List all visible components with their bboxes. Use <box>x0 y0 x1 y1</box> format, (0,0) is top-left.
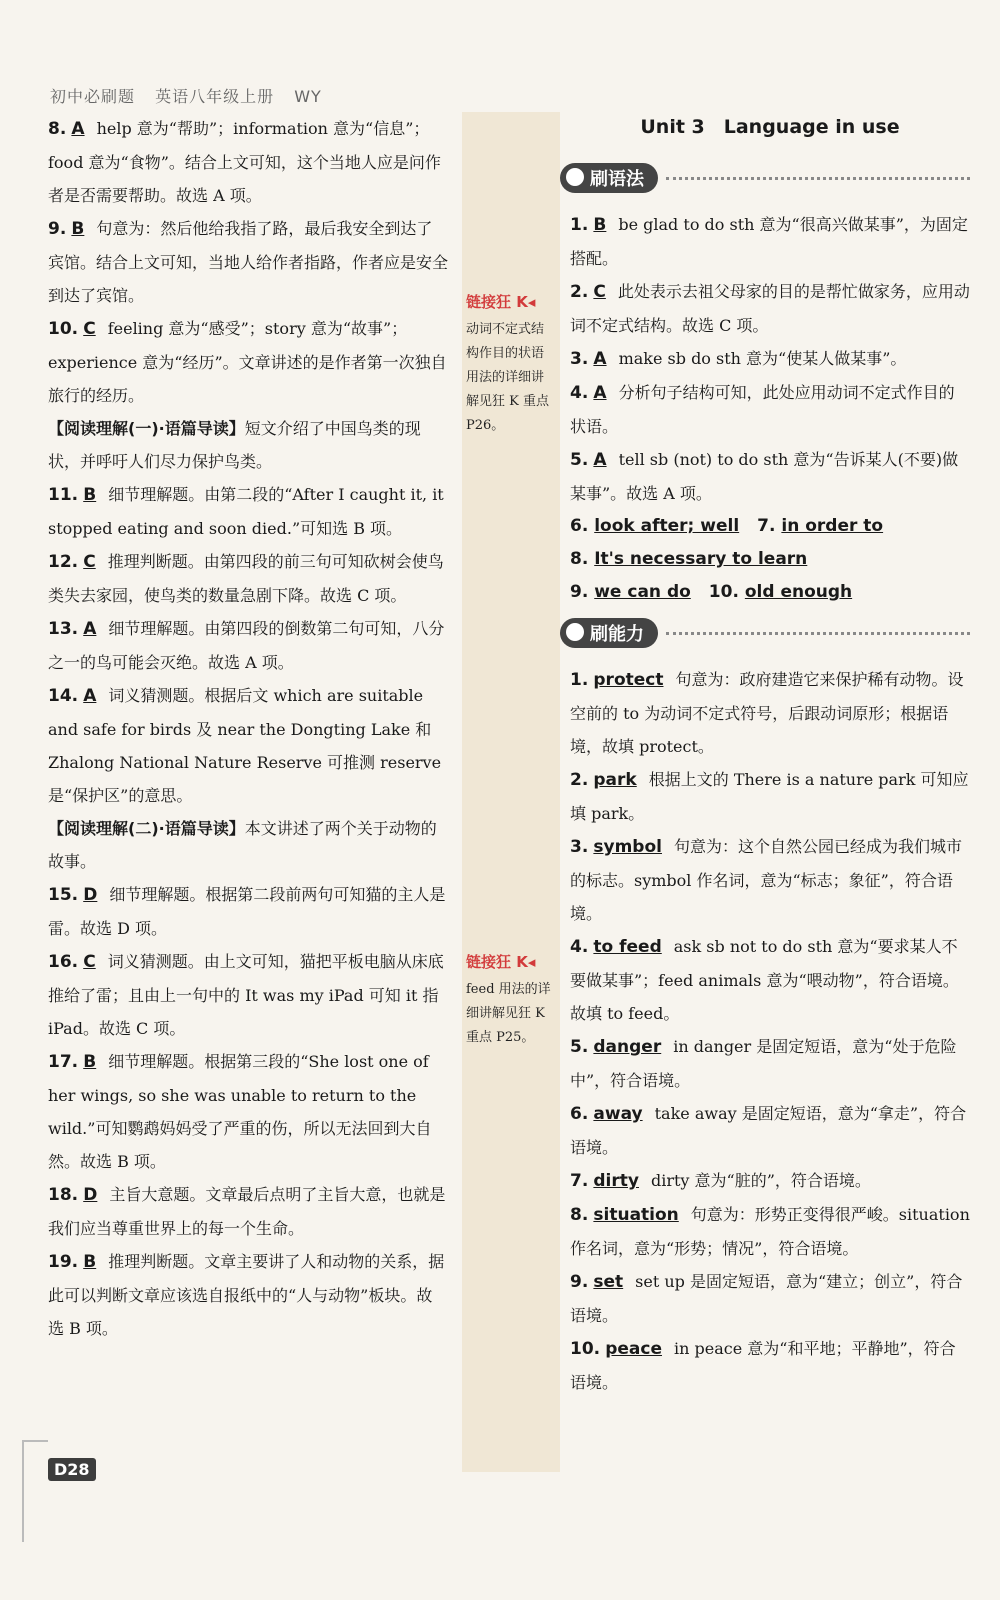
item-answer: set <box>593 1272 624 1292</box>
item-number: 9. <box>570 1272 589 1292</box>
item-number: 11. <box>48 485 79 505</box>
item-explanation: 句意为：然后他给我指了路，最后我安全到达了宾馆。结合上文可知，当地人给作者指路，作者应是安全到达了宾馆。 <box>48 219 449 305</box>
item-explanation: 分析句子结构可知，此处应用动词不定式作目的状语。 <box>570 383 955 436</box>
answer-item <box>570 1164 970 1198</box>
answer-item <box>48 679 448 812</box>
note-link-label: 链接狂 K◂ <box>466 293 536 311</box>
page-number: D28 <box>48 1458 96 1481</box>
answer-item <box>570 1198 970 1265</box>
item-number: 4. <box>570 937 589 957</box>
item-explanation: set up 是固定短语，意为“建立；创立”，符合语境。 <box>570 1272 963 1325</box>
answer-item <box>48 545 448 612</box>
item-explanation: tell sb (not) to do sth 意为“告诉某人(不要)做某事”。故选 A 项。 <box>570 450 959 503</box>
item-number: 10. <box>570 1339 601 1359</box>
item-number: 15. <box>48 885 79 905</box>
answer-item <box>570 1097 970 1164</box>
tag-label: 刷能力 <box>590 624 644 645</box>
answer-item <box>570 443 970 510</box>
item-answer: A <box>593 349 607 369</box>
item-answer: It's necessary to learn <box>594 549 808 569</box>
item-number: 5. <box>570 1037 589 1057</box>
item-answer: in order to <box>781 516 884 536</box>
item-explanation: 根据上文的 There is a nature park 可知应填 park。 <box>570 770 969 823</box>
unit-title: Unit 3 Language in use <box>640 116 900 138</box>
item-number: 9. <box>570 582 589 602</box>
fill-answer-line <box>570 543 970 576</box>
item-explanation: take away 是固定短语，意为“拿走”，符合语境。 <box>570 1104 967 1157</box>
item-explanation: in peace 意为“和平地；平静地”，符合语境。 <box>570 1339 956 1392</box>
item-number: 18. <box>48 1185 79 1205</box>
item-explanation: 词义猜测题。由上文可知，猫把平板电脑从床底推给了雷；且由上一句中的 It was my iPad 可知 it 指 iPad。故选 C 项。 <box>48 952 444 1038</box>
fill-answer-line <box>570 510 970 543</box>
answer-item <box>48 312 448 412</box>
item-answer: park <box>593 770 637 790</box>
answer-item <box>48 1178 448 1245</box>
item-answer: B <box>71 219 85 239</box>
item-answer: peace <box>605 1339 662 1359</box>
item-answer: B <box>83 1052 97 1072</box>
item-number: 4. <box>570 383 589 403</box>
dotted-divider <box>666 177 970 180</box>
item-answer: we can do <box>594 582 691 602</box>
item-number: 3. <box>570 349 589 369</box>
item-answer: away <box>593 1104 643 1124</box>
item-explanation: 词义猜测题。根据后文 which are suitable and safe for birds 及 near the Dongting Lake 和 Zhalong National Nature Reserve 可推测 reserve 是“保护区”的意思。 <box>48 686 442 805</box>
book-title: 初中必刷题 <box>50 87 136 106</box>
item-answer: A <box>71 119 85 139</box>
answer-item <box>570 1265 970 1332</box>
item-number: 12. <box>48 552 79 572</box>
item-answer: D <box>83 1185 98 1205</box>
item-number: 9. <box>48 219 67 239</box>
item-answer: to feed <box>593 937 662 957</box>
item-number: 8. <box>48 119 67 139</box>
section-text: 本文讲述了两个关于动物的故事。 <box>48 819 437 871</box>
pencil-icon <box>566 168 584 186</box>
item-answer: A <box>83 686 97 706</box>
item-number: 19. <box>48 1252 79 1272</box>
note-text: 动词不定式结构作目的状语用法的详细讲解见狂 K 重点 P26。 <box>466 322 549 433</box>
item-explanation: 句意为：这个自然公园已经成为我们城市的标志。symbol 作名词，意为“标志；象征”，符合语境。 <box>570 837 962 923</box>
side-note-1 <box>466 290 556 438</box>
answer-item <box>570 376 970 443</box>
item-explanation: 推理判断题。文章主要讲了人和动物的关系，据此可以判断文章应该选自报纸中的“人与动物”板块。故选 B 项。 <box>48 1252 445 1338</box>
side-note-2 <box>466 950 556 1050</box>
item-number: 2. <box>570 282 589 302</box>
edition-label: WY <box>294 87 322 106</box>
answer-item <box>48 1045 448 1178</box>
item-explanation: help 意为“帮助”；information 意为“信息”；food 意为“食物”。结合上文可知，这个当地人应是问作者是否需要帮助。故选 A 项。 <box>48 119 441 205</box>
item-number: 3. <box>570 837 589 857</box>
item-number: 14. <box>48 686 79 706</box>
item-explanation: dirty 意为“脏的”，符合语境。 <box>650 1171 871 1190</box>
item-explanation: 主旨大意题。文章最后点明了主旨大意，也就是我们应当尊重世界上的每一个生命。 <box>48 1185 446 1238</box>
answer-item <box>570 663 970 763</box>
item-answer: B <box>593 215 607 235</box>
page-header <box>50 84 336 107</box>
note-text: feed 用法的详细讲解见狂 K 重点 P25。 <box>466 982 551 1045</box>
item-answer: situation <box>593 1205 679 1225</box>
answer-item <box>570 342 970 376</box>
section-text: 短文介绍了中国鸟类的现状，并呼吁人们尽力保护鸟类。 <box>48 419 421 471</box>
left-column <box>48 112 448 1345</box>
answer-item <box>570 208 970 275</box>
item-answer: danger <box>593 1037 662 1057</box>
item-answer: look after; well <box>594 516 740 536</box>
item-answer: dirty <box>593 1171 639 1191</box>
item-answer: A <box>593 383 607 403</box>
answer-item <box>48 478 448 545</box>
tag-label: 刷语法 <box>590 169 644 190</box>
ability-tag <box>560 615 970 651</box>
item-number: 8. <box>570 1205 589 1225</box>
item-answer: C <box>83 552 96 572</box>
answer-item <box>570 830 970 930</box>
item-number: 2. <box>570 770 589 790</box>
item-explanation: 细节理解题。根据第三段的“She lost one of her wings, so she was unable to return to the wild.”可知鹦鹉妈妈受了严重的伤，所以无法回到大自然。故选 B 项。 <box>48 1052 432 1171</box>
answer-item <box>570 1332 970 1399</box>
item-number: 6. <box>570 1104 589 1124</box>
item-answer: A <box>593 450 607 470</box>
item-answer: old enough <box>744 582 853 602</box>
item-answer: protect <box>593 670 664 690</box>
item-explanation: ask sb not to do sth 意为“要求某人不要做某事”；feed animals 意为“喂动物”，符合语境。故填 to feed。 <box>570 937 959 1023</box>
item-number: 13. <box>48 619 79 639</box>
answer-item <box>570 763 970 830</box>
item-number: 1. <box>570 670 589 690</box>
reading-section-2 <box>48 812 448 878</box>
section-label: 【阅读理解(一)·语篇导读】 <box>48 419 245 438</box>
answer-item <box>570 275 970 342</box>
reading-section-1 <box>48 412 448 478</box>
item-explanation: 句意为：政府建造它来保护稀有动物。设空前的 to 为动词不定式符号，后跟动词原形；根据语境，故填 protect。 <box>570 670 964 756</box>
item-answer: D <box>83 885 98 905</box>
item-explanation: 细节理解题。由第四段的倒数第二句可知，八分之一的鸟可能会灭绝。故选 A 项。 <box>48 619 445 672</box>
item-number: 8. <box>570 549 589 569</box>
answer-item <box>570 1030 970 1097</box>
answer-item <box>570 930 970 1030</box>
section-label: 【阅读理解(二)·语篇导读】 <box>48 819 245 838</box>
item-number: 10. <box>48 319 79 339</box>
item-number: 7. <box>570 1171 589 1191</box>
item-number: 5. <box>570 450 589 470</box>
item-answer: B <box>83 1252 97 1272</box>
page-corner-line <box>22 1440 48 1542</box>
answer-item <box>48 612 448 679</box>
answer-item <box>48 878 448 945</box>
dotted-divider <box>666 632 970 635</box>
answer-item <box>48 1245 448 1345</box>
item-answer: B <box>83 485 97 505</box>
item-answer: C <box>83 319 96 339</box>
item-answer: A <box>83 619 97 639</box>
item-explanation: 句意为：形势正变得很严峻。situation 作名词，意为“形势；情况”，符合语境。 <box>570 1205 970 1258</box>
item-number: 7. <box>757 516 776 536</box>
item-number: 1. <box>570 215 589 235</box>
fill-answer-line <box>570 576 970 609</box>
item-explanation: 细节理解题。根据第二段前两句可知猫的主人是雷。故选 D 项。 <box>48 885 446 938</box>
item-explanation: feeling 意为“感受”；story 意为“故事”；experience 意为“经历”。文章讲述的是作者第一次独自旅行的经历。 <box>48 319 447 405</box>
right-column <box>570 112 970 1399</box>
grammar-tag <box>560 160 970 196</box>
answer-item <box>48 945 448 1045</box>
item-explanation: be glad to do sth 意为“很高兴做某事”，为固定搭配。 <box>570 215 968 268</box>
item-number: 17. <box>48 1052 79 1072</box>
item-answer: C <box>593 282 606 302</box>
answer-item <box>48 112 448 212</box>
item-explanation: 此处表示去祖父母家的目的是帮忙做家务，应用动词不定式结构。故选 C 项。 <box>570 282 970 335</box>
item-explanation: 推理判断题。由第四段的前三句可知砍树会使鸟类失去家园，使鸟类的数量急剧下降。故选 C 项。 <box>48 552 444 605</box>
note-link-label: 链接狂 K◂ <box>466 953 536 971</box>
item-number: 10. <box>708 582 739 602</box>
subject-title: 英语八年级上册 <box>155 87 275 106</box>
item-explanation: make sb do sth 意为“使某人做某事”。 <box>618 349 907 368</box>
item-explanation: in danger 是固定短语，意为“处于危险中”，符合语境。 <box>570 1037 957 1090</box>
item-answer: symbol <box>593 837 662 857</box>
pencil-icon <box>566 623 584 641</box>
item-number: 16. <box>48 952 79 972</box>
answer-item <box>48 212 448 312</box>
item-number: 6. <box>570 516 589 536</box>
item-answer: C <box>83 952 96 972</box>
item-explanation: 细节理解题。由第二段的“After I caught it, it stopped eating and soon died.”可知选 B 项。 <box>48 485 444 538</box>
